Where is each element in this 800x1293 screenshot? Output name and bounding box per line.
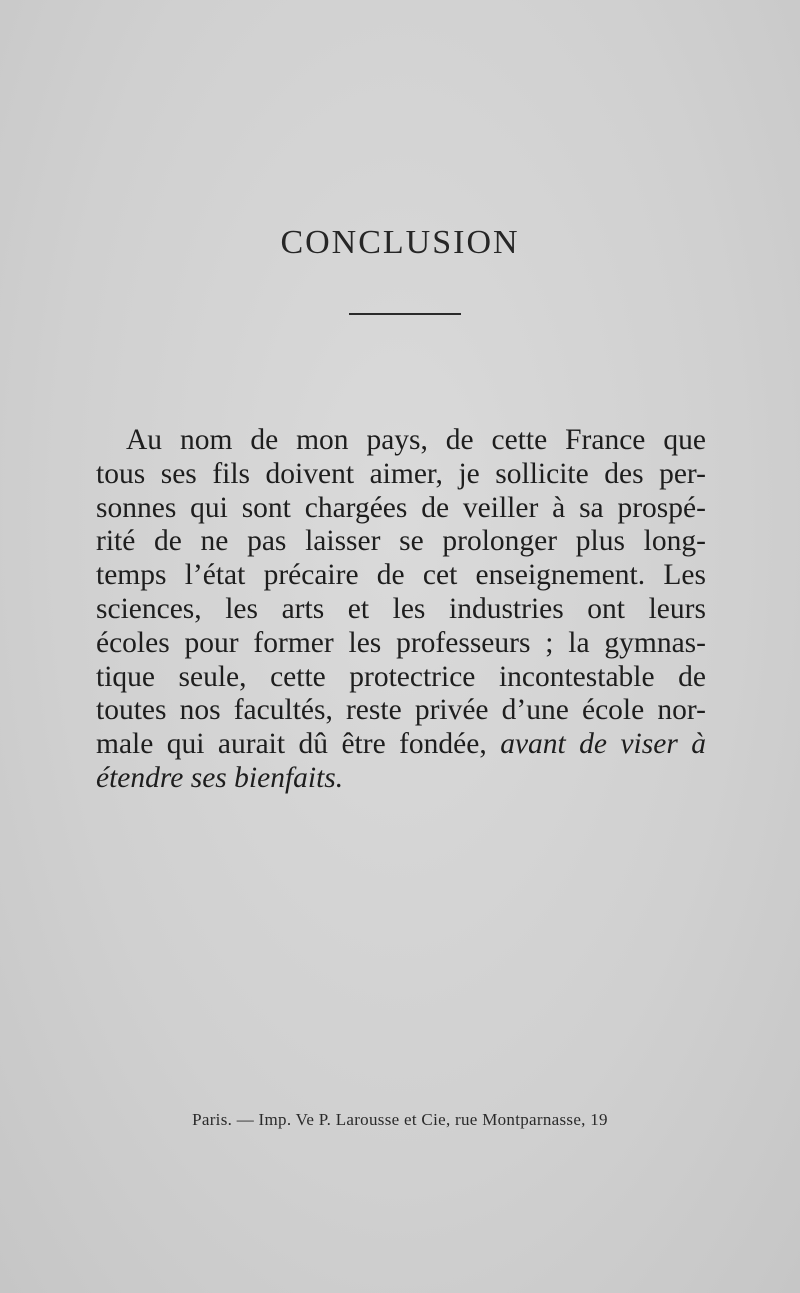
word: de xyxy=(250,424,279,456)
paragraph-line xyxy=(96,424,706,458)
emphasis-word: à xyxy=(691,728,706,761)
word: cet xyxy=(422,559,458,592)
word: les xyxy=(348,626,382,659)
paragraph-line xyxy=(96,627,706,661)
word: rité xyxy=(96,525,136,558)
word: cette xyxy=(270,660,326,693)
word: France xyxy=(565,424,646,456)
emphasis-word: viser xyxy=(620,728,678,761)
word: de xyxy=(376,559,405,592)
word: per- xyxy=(659,457,706,490)
word: Les xyxy=(663,559,706,592)
paragraph-line xyxy=(96,694,706,728)
word: les xyxy=(392,592,426,625)
word: écoles xyxy=(96,626,170,659)
word: qui xyxy=(190,491,228,524)
word: temps xyxy=(96,559,167,592)
page-title: CONCLUSION xyxy=(280,224,520,261)
word: leurs xyxy=(648,592,706,625)
word: de xyxy=(154,525,182,558)
word: veiller xyxy=(462,491,539,524)
word: être xyxy=(341,728,386,761)
paragraph-line xyxy=(96,728,706,762)
word: nom xyxy=(179,424,233,456)
word: précaire xyxy=(263,559,359,592)
word: protectrice xyxy=(349,660,476,693)
word: prospé- xyxy=(617,491,706,524)
paragraph-line xyxy=(96,762,706,796)
paragraph-line xyxy=(96,661,706,695)
word: prolonger xyxy=(442,525,558,558)
word: nor- xyxy=(657,694,706,727)
word: l’état xyxy=(184,559,246,592)
word: cette xyxy=(491,424,548,456)
word: chargées xyxy=(304,491,408,524)
word: sont xyxy=(241,491,291,524)
word: enseignement. xyxy=(475,559,646,592)
word: je xyxy=(458,457,480,490)
word: que xyxy=(663,424,706,456)
word: industries xyxy=(449,592,564,625)
word: tous xyxy=(96,457,146,490)
word: à xyxy=(552,491,566,524)
printer-imprint: Paris. — Imp. Ve P. Larousse et Cie, rue Montparnasse, 19 xyxy=(192,1110,608,1129)
word: plus xyxy=(575,525,625,558)
word: toutes xyxy=(96,694,167,727)
paragraph-line xyxy=(96,525,706,559)
word: nos xyxy=(179,694,221,727)
word: sa xyxy=(579,491,604,524)
word: former xyxy=(253,626,334,659)
title-rule xyxy=(349,313,461,315)
word: d’une xyxy=(501,694,569,727)
word: fils xyxy=(212,457,251,490)
paragraph-line xyxy=(96,492,706,526)
word: aurait xyxy=(217,728,286,761)
word: pays, xyxy=(366,424,428,456)
word: reste xyxy=(345,694,402,727)
word: se xyxy=(399,525,424,558)
word: qui xyxy=(166,728,205,761)
word: facultés, xyxy=(233,694,333,727)
word: seule, xyxy=(178,660,247,693)
word: mon xyxy=(296,424,349,456)
word: ; xyxy=(545,626,554,659)
word: privée xyxy=(414,694,489,727)
conclusion-paragraph xyxy=(96,424,706,796)
word: de xyxy=(445,424,474,456)
word: la xyxy=(568,626,590,659)
word: incontestable xyxy=(498,660,655,693)
word: ne xyxy=(200,525,229,558)
emphasis-word: de xyxy=(579,728,608,761)
word: arts xyxy=(281,592,325,625)
word: des xyxy=(604,457,644,490)
paragraph-line xyxy=(96,458,706,492)
word: gymnas- xyxy=(604,626,706,659)
paragraph-line xyxy=(96,559,706,593)
word: sollicite xyxy=(495,457,589,490)
word: professeurs xyxy=(396,626,531,659)
word: aimer, xyxy=(369,457,443,490)
word: dû xyxy=(298,728,329,761)
word: école xyxy=(581,694,645,727)
word: ses xyxy=(160,457,197,490)
emphasis-word: avant xyxy=(500,728,566,761)
word: et xyxy=(347,592,370,625)
word: pour xyxy=(184,626,239,659)
word: Au xyxy=(126,424,163,456)
word: long- xyxy=(643,525,706,558)
word: les xyxy=(225,592,259,625)
paragraph-line xyxy=(96,593,706,627)
word: de xyxy=(421,491,450,524)
word: fondée, xyxy=(399,728,487,761)
word: de xyxy=(678,660,706,693)
word: doivent xyxy=(265,457,355,490)
emphasis-text: étendre ses bienfaits. xyxy=(96,761,344,794)
word: tique xyxy=(96,660,155,693)
word: laisser xyxy=(305,525,381,558)
word: male xyxy=(96,728,154,761)
word: pas xyxy=(247,525,287,558)
word: ont xyxy=(587,592,625,625)
word: sonnes xyxy=(96,491,177,524)
word: sciences, xyxy=(96,592,202,625)
